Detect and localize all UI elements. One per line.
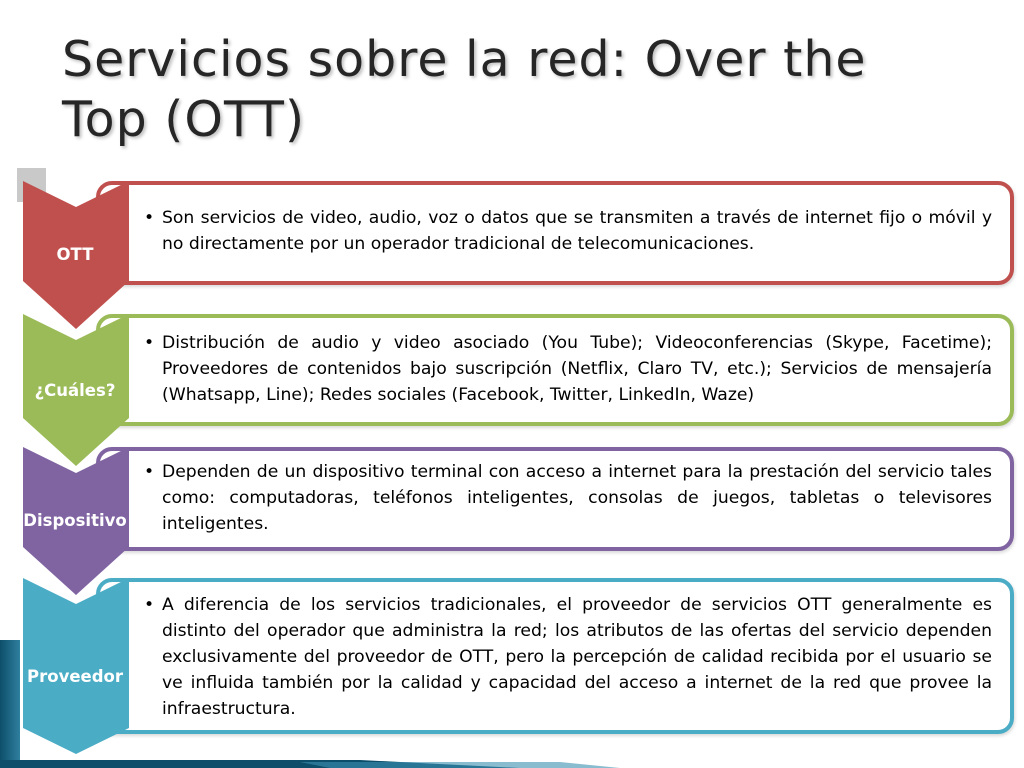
row-proveedor <box>0 578 1024 758</box>
row-cuales-label: ¿Cuáles? <box>34 381 116 400</box>
row-dispositivo-text: • Dependen de un dispositivo terminal con acceso a internet para la prestación del servicio tales como: computadoras, teléfonos inteligentes, consolas de juegos, tabletas o televisores inteligentes. <box>162 459 992 537</box>
row-cuales-chevron <box>23 314 129 466</box>
row-ott-chevron <box>23 181 129 329</box>
row-ott <box>0 181 1024 333</box>
row-cuales <box>0 314 1024 466</box>
row-proveedor-chevron <box>23 578 129 754</box>
row-cuales-box <box>96 314 1014 426</box>
slide-title-line1: Servicios sobre la red: Over the <box>62 31 867 88</box>
row-ott-text: • Son servicios de video, audio, voz o datos que se transmiten a través de internet fijo o móvil y no directamente por un operador tradicional de telecomunicaciones. <box>162 205 992 257</box>
row-dispositivo <box>0 447 1024 599</box>
row-ott-label: OTT <box>56 245 94 264</box>
row-dispositivo-label: Dispositivo <box>23 511 127 530</box>
row-proveedor-box <box>96 578 1014 734</box>
slide-title <box>62 30 962 150</box>
row-proveedor-label: Proveedor <box>27 667 123 686</box>
slide-title-line2: Top (OTT) <box>62 91 306 148</box>
row-dispositivo-box <box>96 447 1014 551</box>
row-proveedor-text: • A diferencia de los servicios tradicionales, el proveedor de servicios OTT generalmente es distinto del operador que administra la red; los atributos de las ofertas del servicio dependen exclusivamente del proveedor de OTT, pero la percepción de calidad recibida por el usuario se ve influida también por la calidad y capacidad del acceso a internet de la red que provee la infraestructura. <box>162 592 992 722</box>
row-dispositivo-chevron <box>23 447 129 595</box>
row-ott-box <box>96 181 1014 285</box>
row-cuales-text: • Distribución de audio y video asociado (You Tube); Videoconferencias (Skype, Facetime); Proveedores de contenidos bajo suscripción (Netflix, Claro TV, etc.); Servicios de mensajería (Whatsapp, Line); Redes sociales (Facebook, Twitter, LinkedIn, Waze) <box>162 330 992 408</box>
